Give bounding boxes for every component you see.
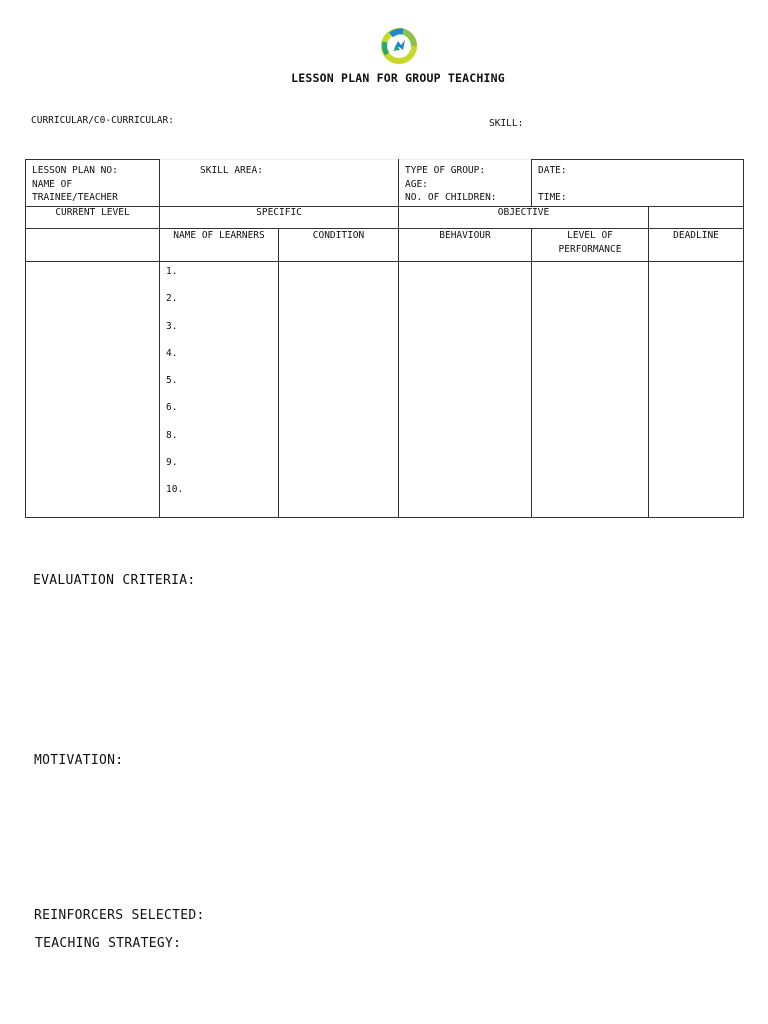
learners-row [26,262,744,518]
teaching-strategy-heading: TEACHING STRATEGY: [35,936,182,951]
column-header-row [26,229,744,262]
condition-header: CONDITION [279,229,399,262]
trainee-teacher-label: TRAINEE/TEACHER [32,192,118,203]
objective-header: OBJECTIVE [399,207,649,229]
lesson-plan-info-cell [26,160,160,207]
learner-number: 3. [166,320,178,332]
current-level-cell[interactable] [26,262,160,518]
info-row [26,160,744,207]
section-header-row [26,207,744,229]
no-of-children-label: NO. OF CHILDREN: [405,192,497,203]
learner-names-cell[interactable] [160,262,279,518]
type-of-group-label: TYPE OF GROUP: [405,165,486,176]
motivation-heading: MOTIVATION: [34,753,124,768]
curricular-label: CURRICULAR/C0-CURRICULAR: [31,115,174,126]
page-title: LESSON PLAN FOR GROUP TEACHING [291,71,505,85]
skill-label: SKILL: [489,118,524,129]
lesson-plan-no-label: LESSON PLAN NO: [32,165,118,176]
learner-number: 5. [166,375,178,387]
learner-number: 8. [166,429,178,441]
evaluation-criteria-heading: EVALUATION CRITERIA: [33,573,196,588]
learner-number: 4. [166,347,178,359]
learner-number: 2. [166,293,178,305]
blank-header [649,207,744,229]
deadline-header: DEADLINE [649,229,744,262]
performance-label: PERFORMANCE [558,244,622,255]
deadline-cell[interactable] [649,262,744,518]
level-of-performance-header [532,229,649,262]
date-label: DATE: [538,165,567,176]
level-of-performance-cell[interactable] [532,262,649,518]
specific-header: SPECIFIC [160,207,399,229]
level-of-label: LEVEL OF [567,230,613,241]
behaviour-cell[interactable] [399,262,532,518]
name-of-label: NAME OF [32,178,73,190]
name-of-learners-header: NAME OF LEARNERS [160,229,279,262]
learner-number: 10. [166,484,184,496]
condition-cell[interactable] [279,262,399,518]
logo-icon [381,28,417,64]
time-label: TIME: [538,192,567,203]
skill-area-cell [160,160,399,207]
current-level-header: CURRENT LEVEL [26,207,160,229]
blank-column-header [26,229,160,262]
date-time-cell [532,160,744,207]
learner-number: 1. [166,266,178,277]
behaviour-header: BEHAVIOUR [399,229,532,262]
learner-number: 9. [166,457,178,469]
age-label: AGE: [405,178,428,190]
reinforcers-selected-heading: REINFORCERS SELECTED: [34,908,205,923]
lesson-plan-table [25,159,744,518]
learner-number: 6. [166,402,178,414]
group-info-cell [399,160,532,207]
skill-area-label: SKILL AREA: [200,165,263,176]
